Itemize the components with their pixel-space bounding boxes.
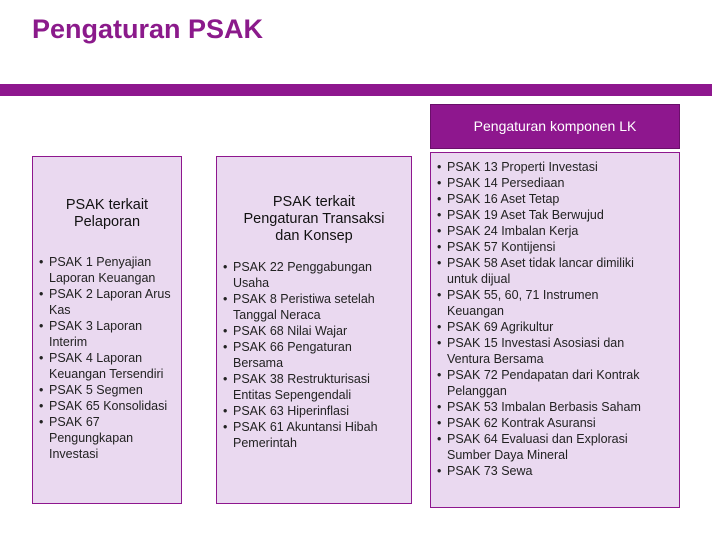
list-item bbox=[39, 318, 175, 350]
band-end-gap bbox=[712, 84, 720, 96]
list-item bbox=[437, 399, 675, 415]
list-item-text: PSAK 53 Imbalan Berbasis Saham bbox=[447, 400, 641, 414]
psak-transaksi-heading bbox=[223, 194, 405, 245]
list-item-text: PSAK 1 Penyajian bbox=[49, 255, 152, 269]
list-item-text: PSAK 62 Kontrak Asuransi bbox=[447, 416, 596, 430]
psak-pelaporan-box bbox=[32, 156, 182, 504]
list-item-text: PSAK 63 Hiperinflasi bbox=[233, 404, 350, 418]
bullet-icon: • bbox=[437, 336, 442, 350]
psak-pelaporan-heading bbox=[39, 197, 175, 231]
list-item-text: PSAK 73 Sewa bbox=[447, 464, 533, 478]
list-item bbox=[437, 255, 675, 287]
bullet-icon: • bbox=[437, 320, 442, 334]
list-item-text: PSAK 57 Kontijensi bbox=[447, 240, 556, 254]
bullet-icon: • bbox=[223, 372, 228, 386]
bullet-icon: • bbox=[437, 368, 442, 382]
list-item-text: Pengungkapan bbox=[49, 431, 134, 445]
komponen-lk-list bbox=[437, 159, 675, 479]
list-item bbox=[437, 207, 675, 223]
list-item bbox=[437, 223, 675, 239]
list-item-text: Interim bbox=[49, 335, 88, 349]
list-item bbox=[437, 175, 675, 191]
bullet-icon: • bbox=[223, 292, 228, 306]
pengaturan-komponen-lk-header bbox=[430, 104, 680, 149]
komponen-lk-box bbox=[430, 152, 680, 508]
bullet-icon: • bbox=[437, 416, 442, 430]
list-item bbox=[39, 254, 175, 286]
bullet-icon: • bbox=[437, 160, 442, 174]
list-item-text: PSAK 58 Aset tidak lancar dimiliki bbox=[447, 256, 634, 270]
list-item-text: Entitas Sepengendali bbox=[233, 388, 352, 402]
page-title: Pengaturan PSAK bbox=[32, 14, 264, 44]
list-item bbox=[39, 350, 175, 382]
bullet-icon: • bbox=[437, 288, 442, 302]
bullet-icon: • bbox=[437, 224, 442, 238]
bullet-icon: • bbox=[39, 351, 44, 365]
list-item bbox=[223, 259, 405, 291]
heading-line: dan Konsep bbox=[275, 228, 353, 244]
list-item-text: Pemerintah bbox=[233, 436, 297, 450]
list-item bbox=[437, 335, 675, 367]
list-item bbox=[223, 339, 405, 371]
list-item bbox=[39, 398, 175, 414]
list-item-text: Sumber Daya Mineral bbox=[447, 448, 568, 462]
bullet-icon: • bbox=[437, 432, 442, 446]
bullet-icon: • bbox=[437, 192, 442, 206]
list-item-text: Laporan Keuangan bbox=[49, 271, 156, 285]
bullet-icon: • bbox=[223, 420, 228, 434]
list-item-text: PSAK 61 Akuntansi Hibah bbox=[233, 420, 378, 434]
list-item-text: PSAK 3 Laporan bbox=[49, 319, 143, 333]
list-item-text: PSAK 14 Persediaan bbox=[447, 176, 565, 190]
list-item-text: untuk dijual bbox=[447, 272, 511, 286]
list-item-text: PSAK 22 Penggabungan bbox=[233, 260, 373, 274]
heading-line: PSAK terkait bbox=[65, 197, 149, 213]
list-item-text: PSAK 38 Restrukturisasi bbox=[233, 372, 370, 386]
list-item bbox=[223, 291, 405, 323]
bullet-icon: • bbox=[437, 256, 442, 270]
list-item-text: PSAK 5 Segmen bbox=[49, 383, 143, 397]
list-item-text: PSAK 66 Pengaturan bbox=[233, 340, 352, 354]
list-item-text: Ventura Bersama bbox=[447, 352, 544, 366]
bullet-icon: • bbox=[39, 287, 44, 301]
bullet-icon: • bbox=[39, 415, 44, 429]
bullet-icon: • bbox=[39, 399, 44, 413]
list-item bbox=[223, 419, 405, 451]
list-item bbox=[437, 367, 675, 399]
title-divider-band bbox=[0, 84, 712, 96]
list-item-text: PSAK 16 Aset Tetap bbox=[447, 192, 560, 206]
list-item bbox=[437, 159, 675, 175]
list-item-text: Usaha bbox=[233, 276, 270, 290]
bullet-icon: • bbox=[437, 176, 442, 190]
bullet-icon: • bbox=[223, 340, 228, 354]
list-item-text: Keuangan Tersendiri bbox=[49, 367, 164, 381]
bullet-icon: • bbox=[223, 324, 228, 338]
list-item bbox=[39, 414, 175, 462]
psak-transaksi-box bbox=[216, 156, 412, 504]
list-item-text: Kas bbox=[49, 303, 71, 317]
list-item-text: Keuangan bbox=[447, 304, 505, 318]
bullet-icon: • bbox=[39, 255, 44, 269]
list-item bbox=[437, 239, 675, 255]
list-item-text: PSAK 55, 60, 71 Instrumen bbox=[447, 288, 599, 302]
header-label: Pengaturan komponen LK bbox=[473, 118, 637, 134]
list-item bbox=[39, 286, 175, 318]
list-item-text: PSAK 69 Agrikultur bbox=[447, 320, 554, 334]
list-item bbox=[437, 191, 675, 207]
list-item-text: PSAK 15 Investasi Asosiasi dan bbox=[447, 336, 625, 350]
list-item-text: PSAK 2 Laporan Arus bbox=[49, 287, 171, 301]
bullet-icon: • bbox=[223, 260, 228, 274]
list-item-text: Tanggal Neraca bbox=[233, 308, 321, 322]
list-item bbox=[437, 415, 675, 431]
heading-line: PSAK terkait bbox=[272, 194, 356, 210]
list-item bbox=[437, 463, 675, 479]
list-item bbox=[39, 382, 175, 398]
list-item-text: PSAK 65 Konsolidasi bbox=[49, 399, 168, 413]
list-item-text: PSAK 19 Aset Tak Berwujud bbox=[447, 208, 604, 222]
list-item bbox=[437, 287, 675, 319]
list-item-text: Pelanggan bbox=[447, 384, 507, 398]
psak-transaksi-list bbox=[223, 259, 405, 451]
list-item-text: Investasi bbox=[49, 447, 99, 461]
list-item bbox=[223, 371, 405, 403]
heading-line: Pengaturan Transaksi bbox=[243, 211, 385, 227]
list-item bbox=[437, 431, 675, 463]
list-item-text: PSAK 68 Nilai Wajar bbox=[233, 324, 348, 338]
list-item-text: PSAK 64 Evaluasi dan Explorasi bbox=[447, 432, 628, 446]
list-item-text: PSAK 24 Imbalan Kerja bbox=[447, 224, 579, 238]
list-item bbox=[223, 403, 405, 419]
list-item-text: PSAK 4 Laporan bbox=[49, 351, 143, 365]
list-item-text: PSAK 8 Peristiwa setelah bbox=[233, 292, 375, 306]
bullet-icon: • bbox=[437, 400, 442, 414]
list-item-text: PSAK 13 Properti Investasi bbox=[447, 160, 598, 174]
heading-line: Pelaporan bbox=[73, 214, 141, 230]
list-item bbox=[223, 323, 405, 339]
bullet-icon: • bbox=[223, 404, 228, 418]
list-item-text: Bersama bbox=[233, 356, 284, 370]
bullet-icon: • bbox=[437, 240, 442, 254]
bullet-icon: • bbox=[39, 383, 44, 397]
bullet-icon: • bbox=[437, 208, 442, 222]
list-item-text: PSAK 67 bbox=[49, 415, 100, 429]
psak-pelaporan-list bbox=[39, 254, 175, 462]
list-item bbox=[437, 319, 675, 335]
bullet-icon: • bbox=[437, 464, 442, 478]
bullet-icon: • bbox=[39, 319, 44, 333]
list-item-text: PSAK 72 Pendapatan dari Kontrak bbox=[447, 368, 640, 382]
